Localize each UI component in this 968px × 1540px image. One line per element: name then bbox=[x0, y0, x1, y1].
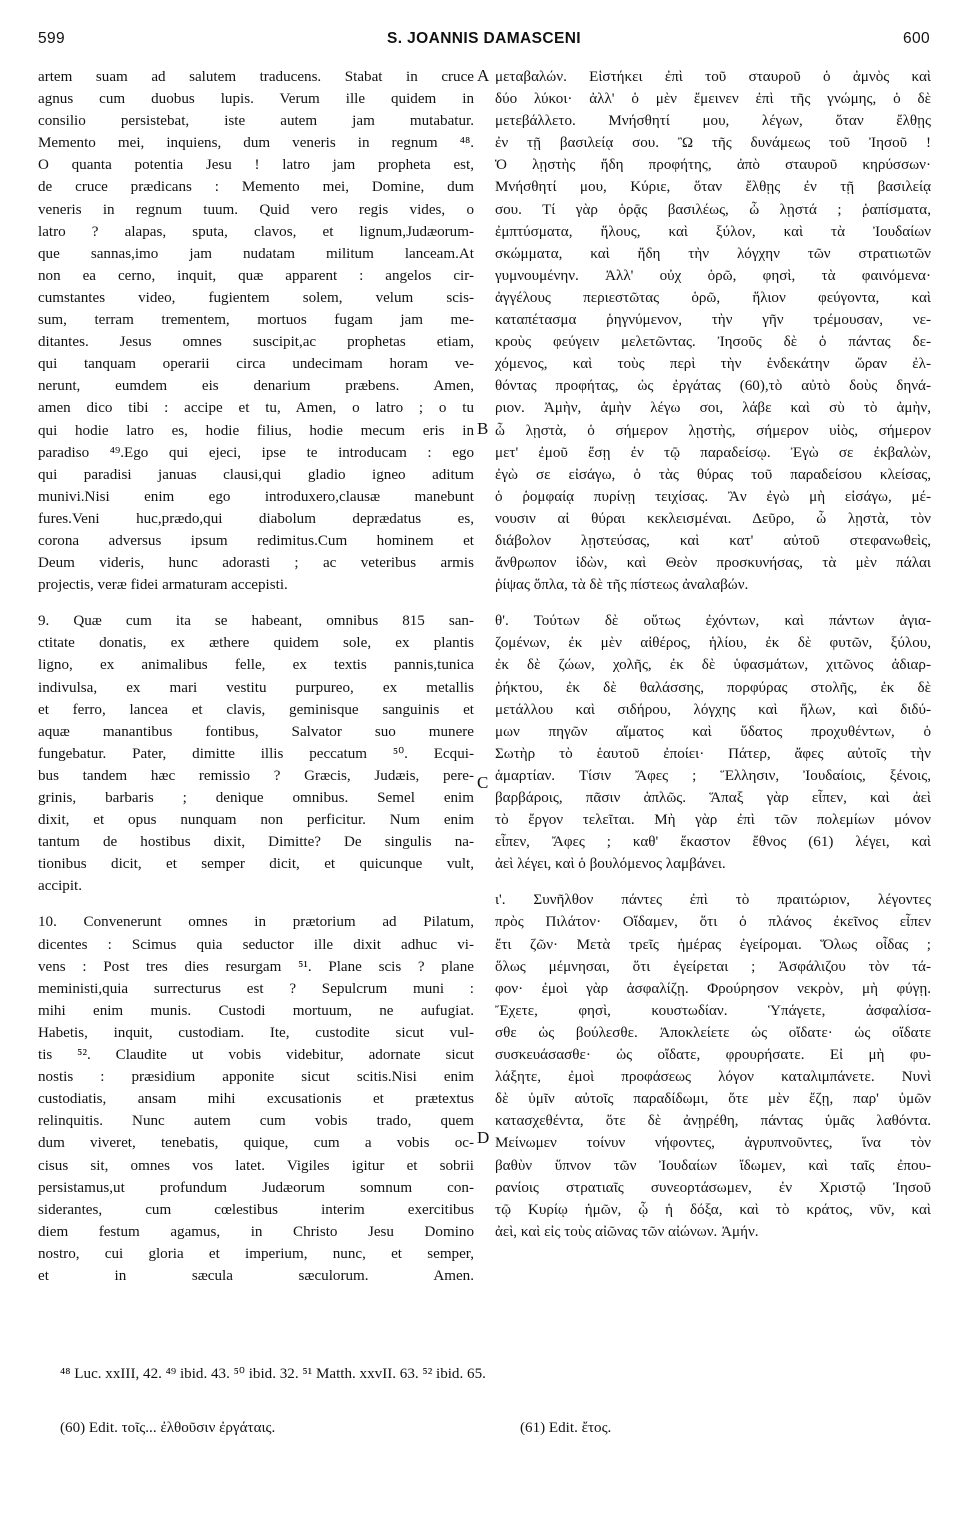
text-line: relinquitis. Nunc autem cum vobis trado, quem bbox=[38, 1113, 474, 1130]
text-line: Deum videris, hunc adorasti ; ac veteribus armis bbox=[38, 555, 474, 572]
text-line: ὁ ῥομφαίᾳ πυρίνῃ τειχίσας. Ἂν ἐγὼ μὴ εἰσάγω, μέ- bbox=[495, 488, 931, 505]
text-line: τὸ ἔργον τελεῖται. Μὴ γὰρ ἐπὶ τῶν πολεμίων μόνον bbox=[495, 812, 931, 829]
text-line: non ea cerno, inquit, quæ apparent : angelos cir- bbox=[38, 267, 474, 284]
text-line: χόμενος, καὶ τοὺς περὶ τὴν ἑνδεκάτην ὥραν ἐλ- bbox=[495, 356, 931, 373]
text-line: συσκευάσασθε· ὡς οἴδατε, φρουρήσατε. Εἰ μὴ φυ- bbox=[495, 1047, 931, 1064]
margin-marker-d: D bbox=[477, 1128, 490, 1147]
text-line: et ferro, lancea et clavis, geminisque sanguinis et bbox=[38, 701, 474, 718]
text-line: et in sæcula sæculorum. Amen. bbox=[38, 1267, 474, 1284]
text-line: qui hodie latro es, hodie filius, hodie mecum eris in bbox=[38, 422, 474, 439]
text-line: Ἔχετε, φησὶ, κουστωδίαν. Ὑπάγετε, ἀσφαλίσα- bbox=[495, 1002, 931, 1019]
text-line: dicentes : Scimus quia seductor ille dixit adhuc vi- bbox=[38, 936, 474, 953]
editorial-note-60: (60) Edit. τοῖς... ἐλθοῦσιν ἐργάταις. bbox=[60, 1420, 276, 1436]
text-line: δὲ ὑμῖν αὐτοῖς παραδίδωμι, ὅτε μὲν ἔζῃ, παρ' ὑμῶν bbox=[495, 1091, 931, 1108]
text-line: διάβολον λῃστεύσας, καὶ κατ' αὐτοῦ στεφανωθεὶς, bbox=[495, 532, 931, 549]
text-line: Memento mei, inquiens, dum veneris in regnum ⁴⁸. bbox=[38, 135, 474, 152]
text-line: Ὁ λῃστὴς ἤδη προφήτης, ἀπὸ σταυροῦ κηρύσσων· bbox=[495, 157, 931, 174]
text-line: sum, terram trementem, mortuos fugam jam me- bbox=[38, 312, 474, 329]
text-line: κατασχεθέντα, ὅτε δὲ ἀνῃρέθη, πάντας ὑμᾶς λαθόντα. bbox=[495, 1113, 931, 1130]
text-line: τῷ Κυρίῳ ἡμῶν, ᾧ ἡ δόξα, καὶ τὸ κράτος, νῦν, καὶ bbox=[495, 1201, 931, 1218]
text-line: ἄνθρωπον ἰδὼν, καὶ Θεὸν προσκυνήσας, τὰ μὲν πάλαι bbox=[495, 555, 931, 572]
text-line: 10. Convenerunt omnes in prætorium ad Pilatum, bbox=[38, 914, 474, 931]
text-line: fungebatur. Pater, dimitte illis peccatum ⁵⁰. Ecqui- bbox=[38, 745, 474, 762]
text-line: ἔτι ζῶν· Μετὰ τρεῖς ἡμέρας ἐγείρομαι. Ὅλως οἶδας ; bbox=[495, 936, 931, 953]
text-line: ἀγγέλους περιεστῶτας ὁρῶ, ἥλιον φεύγοντα, καὶ bbox=[495, 289, 931, 306]
text-line: ὅλως μέμνησαι, ὅτι ἐγείρεται ; Ἀσφάλιζου τὸν τά- bbox=[495, 958, 931, 975]
text-line: diem festum agamus, in Christo Jesu Domino bbox=[38, 1223, 474, 1240]
text-line: σθε ὡς βούλεσθε. Ἀποκλείετε ὡς οἴδατε· ὡς οἴδατε bbox=[495, 1024, 931, 1041]
text-line: latro ? alapas, sputa, clavos, et lignum,Judæorum- bbox=[38, 223, 474, 240]
paragraph-gap bbox=[495, 596, 931, 610]
text-line: γυμνουμένην. Ἀλλ' οὐχ ὁρῶ, φησὶ, τὰ φαινόμενα· bbox=[495, 267, 931, 284]
text-line: ligno, ex animalibus felle, ex textis pannis,tunica bbox=[38, 657, 474, 674]
text-line: vens : Post tres dies resurgam ⁵¹. Plane scis ? plane bbox=[38, 958, 474, 975]
text-line: μων πηγῶν αἵματος καὶ ὕδατος προχυθέντων, ὁ bbox=[495, 723, 931, 740]
text-line: 9. Quæ cum ita se habeant, omnibus 815 san- bbox=[38, 613, 474, 630]
text-line: indivulsa, ex mari vestitu purpureo, ex metallis bbox=[38, 679, 474, 696]
paragraph-gap bbox=[495, 875, 931, 889]
text-line: paradiso ⁴⁹.Ego qui ejeci, ipse te introducam : ego bbox=[38, 444, 474, 461]
text-line: κροὺς φεύγειν μελετῶντας. Ἰησοῦς δὲ ὁ πάντας δε- bbox=[495, 334, 931, 351]
text-line: corona adversus ipsum redimitus.Cum hominem et bbox=[38, 532, 474, 549]
text-line: φον· ἐμοὶ γὰρ ἀσφαλίζῃ. Φρούρησον νεκρὸν, μὴ φύγῃ. bbox=[495, 980, 931, 997]
text-line: ρανίοις στρατιαῖς συνεορτάσωμεν, ἐν Χριστῷ Ἰησοῦ bbox=[495, 1179, 931, 1196]
text-line: ῥίψας ὅπλα, τὰ δὲ τῆς πίστεως ἀναλαβών. bbox=[495, 577, 749, 594]
text-line: mihi enim munis. Custodi mortuum, ne aufugiat. bbox=[38, 1002, 474, 1019]
text-line: ἀεὶ, καὶ εἰς τοὺς αἰῶνας τῶν αἰώνων. Ἀμήν. bbox=[495, 1223, 759, 1240]
text-line: veneris in regnum tuum. Quid vero regis vides, o bbox=[38, 201, 474, 218]
text-line: ῥήκτου, ἐκ δὲ θαλάσσης, πορφύρας στολῆς, ἐκ δὲ bbox=[495, 679, 931, 696]
text-line: θ'. Τούτων δὲ οὕτως ἐχόντων, καὶ πάντων ἁγια- bbox=[495, 613, 931, 630]
text-line: bus tandem hæc remissio ? Græcis, Judæis, pere- bbox=[38, 767, 474, 784]
text-line: ἐκ δὲ ζώων, χολῆς, ἐκ δὲ ὑφασμάτων, χιτῶνος ἀδιαρ- bbox=[495, 657, 931, 674]
text-line: dum viveret, tenebatis, quique, cum a vobis oc- bbox=[38, 1135, 474, 1152]
text-line: Μνήσθητί μου, Κύριε, ὅταν ἔλθῃς ἐν τῇ βασιλείᾳ bbox=[495, 179, 931, 196]
text-line: ἐμπτύσματα, ἥλους, καὶ ξύλον, καὶ τὰ Ἰουδαίων bbox=[495, 223, 931, 240]
text-line: μεταβαλών. Εἱστήκει ἐπὶ τοῦ σταυροῦ ὁ ἀμνὸς καὶ bbox=[495, 69, 931, 85]
text-line: νουσιν αἱ θύραι κεκλεισμέναι. Δεῦρο, ὦ λῃστὰ, τὸν bbox=[495, 510, 931, 527]
editorial-note-61: (61) Edit. ἔτος. bbox=[520, 1420, 612, 1436]
text-line: πρὸς Πιλάτον· Οἴδαμεν, ὅτι ὁ πλάνος ἐκεῖνος εἶπεν bbox=[495, 914, 931, 931]
text-line: θόντας προφήτας, ὡς ἐργάτας (60),τὸ αὐτὸ δοὺς δηνά- bbox=[495, 378, 931, 395]
text-line: meministi,quia surrecturus est ? Sepulcrum muni : bbox=[38, 980, 474, 997]
footnotes: ⁴⁸ Luc. xxIII, 42. ⁴⁹ ibid. 43. ⁵⁰ ibid. 32. ⁵¹ Matth. xxvII. 63. ⁵² ibid. 65. bbox=[60, 1366, 486, 1382]
text-line: projectis, veræ fidei armaturam accepisti. bbox=[38, 577, 288, 594]
margin-marker-b: B bbox=[477, 419, 489, 438]
text-line: δύο λύκοι· ἀλλ' ὁ μὲν ἔμεινεν ἐπὶ τῆς γνώμης, ὁ δὲ bbox=[495, 91, 931, 108]
text-line: βαρβάροις, πᾶσιν ἁπλῶς. Ἅπαξ γὰρ εἶπεν, καὶ ἀεὶ bbox=[495, 790, 931, 806]
text-line: μετεβάλλετο. Μνήσθητί μου, λέγων, ὅταν ἔλθῃς bbox=[495, 113, 931, 130]
text-line: ditantes. Jesus omnes suscipit,ac prophetas etiam, bbox=[38, 334, 474, 351]
text-line: nostis : præsidium apponite sicut scitis.Nisi enim bbox=[38, 1069, 474, 1086]
text-line: ἐγὼ σε εἰσάγω, ὁ τὰς θύρας τοῦ παραδείσου κλείσας, bbox=[495, 466, 931, 483]
text-line: nostro, cui gloria et imperium, nunc, et semper, bbox=[38, 1245, 474, 1262]
text-line: custodiatis, ansam mihi excusationis et prætextus bbox=[38, 1091, 474, 1108]
text-line: βαθὺν ὕπνον τῶν Ἰουδαίων ἴδωμεν, καὶ ταῖς ἐπου- bbox=[495, 1157, 931, 1174]
text-line: persistamus,ut profundum Judæorum somnum con- bbox=[38, 1179, 474, 1196]
running-title: S. JOANNIS DAMASCENI bbox=[386, 30, 582, 47]
text-line: tis ⁵². Claudite ut vobis videbitur, adornate sicut bbox=[38, 1047, 474, 1064]
page-number-right: 600 bbox=[902, 30, 930, 47]
text-line: de cruce prædicans : Memento mei, Domine, dum bbox=[38, 179, 474, 196]
text-line: καταπέτασμα ῥηγνύμενον, τὴν γῆν τρέμουσαν, νε- bbox=[495, 312, 931, 329]
text-line: que sannas,imo jam nudatam militum lanceam.At bbox=[38, 245, 474, 262]
latin-column bbox=[38, 66, 474, 1287]
text-line: amen dico tibi : accipe et tu, Amen, o latro ; o tu bbox=[38, 400, 474, 417]
text-line: ἀεὶ λέγει, καὶ ὁ βουλόμενος λαμβάνει. bbox=[495, 856, 726, 873]
text-line: qui paradisi januas clausi,qui gladio igneo aditum bbox=[38, 466, 474, 483]
text-line: μετ' ἐμοῦ ἔσῃ ἐν τῷ παραδείσῳ. Ἐγὼ σε ἐκβαλὼν, bbox=[495, 444, 931, 461]
text-line: dixit, et opus nunquam non perficitur. Num enim bbox=[38, 812, 474, 829]
text-line: fures.Veni huc,prædo,qui diabolum deprædatus es, bbox=[38, 510, 474, 527]
text-line: cisus sit, omnes vos latet. Vigiles igitur et sobrii bbox=[38, 1157, 474, 1174]
text-line: σου. Τί γὰρ ὁρᾷς βασιλέως, ὦ λῃστά ; ῥαπίσματα, bbox=[495, 201, 931, 218]
greek-column bbox=[495, 66, 931, 1243]
text-line: λάξητε, ἐμοὶ προφάσεως λόγον καταλιμπάνετε. Νυνὶ bbox=[495, 1069, 931, 1086]
text-line: O quanta potentia Jesu ! latro jam propheta est, bbox=[38, 157, 474, 174]
text-line: ὦ λῃστὰ, ὁ σήμερον λῃστὴς, σήμερον υἱὸς, σήμερον bbox=[495, 422, 931, 439]
text-line: ἁμαρτίαν. Τίσιν Ἄφες ; Ἕλλησιν, Ἰουδαίοις, ξένοις, bbox=[495, 767, 931, 784]
text-line: siderantes, cum cœlestibus interim exercitibus bbox=[38, 1201, 474, 1218]
text-line: tionibus dicit, et semper dicit, et quicunque vult, bbox=[38, 856, 474, 873]
paragraph-gap bbox=[38, 897, 474, 911]
text-line: consilio persistebat, iste autem jam mutabatur. bbox=[38, 113, 474, 130]
text-line: ἐν τῇ βασιλείᾳ σου. Ὢ τῆς δυνάμεως τοῦ Ἰησοῦ ! bbox=[495, 135, 931, 152]
text-line: grinis, barbaris ; denique omnibus. Semel enim bbox=[38, 790, 474, 806]
text-line: artem suam ad salutem traducens. Stabat in cruce bbox=[38, 69, 474, 85]
text-line: Habetis, inquit, custodiam. Ite, custodite sicut vul- bbox=[38, 1024, 474, 1041]
text-line: Σωτὴρ τὸ ἑαυτοῦ ἐποίει· Πάτερ, ἄφες αὐτοῖς τὴν bbox=[495, 745, 931, 762]
text-line: ctitate donatis, ex æthere quidem sole, ex plantis bbox=[38, 635, 474, 652]
text-line: aquæ manantibus fontibus, Salvator suo munere bbox=[38, 723, 474, 740]
text-line: accipit. bbox=[38, 878, 82, 895]
page-number-left: 599 bbox=[38, 30, 66, 47]
margin-marker-c: C bbox=[477, 773, 489, 792]
text-line: ριον. Ἀμὴν, ἀμὴν λέγω σοι, λάβε καὶ σὺ τὸ ἀμὴν, bbox=[495, 400, 931, 417]
margin-marker-a: A bbox=[477, 66, 490, 85]
text-line: Μείνωμεν τοίνυν νήφοντες, ἀγρυπνοῦντες, ἵνα τὸν bbox=[495, 1135, 931, 1152]
text-line: munivi.Nisi enim ego introduxero,clausæ manebunt bbox=[38, 488, 474, 505]
text-line: ζομένων, ἐκ μὲν αἰθέρος, ἡλίου, ἐκ δὲ φυτῶν, ξύλου, bbox=[495, 635, 931, 652]
text-line: σκώμματα, καὶ ἤδη τὴν λόγχην τῶν στρατιωτῶν bbox=[495, 245, 931, 262]
text-line: tantum de hostibus dixit, Dimitte? De singulis na- bbox=[38, 834, 474, 851]
text-line: εἶπεν, Ἄφες ; καθ' ἕκαστον ἔθνος (61) λέγει, καὶ bbox=[495, 834, 931, 851]
text-line: nerunt, eumdem eis denarium præbens. Amen, bbox=[38, 378, 474, 395]
page-header bbox=[38, 30, 930, 56]
text-line: μετάλλου καὶ σιδήρου, λόγχης καὶ ἥλων, καὶ διδύ- bbox=[495, 701, 931, 718]
text-line: cumstantes video, fugientem solem, velum scis- bbox=[38, 289, 474, 306]
paragraph-gap bbox=[38, 596, 474, 610]
text-line: agnus cum duobus lupis. Verum ille quidem in bbox=[38, 91, 474, 108]
text-line: ι'. Συνῆλθον πάντες ἐπὶ τὸ πραιτώριον, λέγοντες bbox=[495, 892, 931, 909]
text-line: qui tanquam operarii circa undecimam horam ve- bbox=[38, 356, 474, 373]
